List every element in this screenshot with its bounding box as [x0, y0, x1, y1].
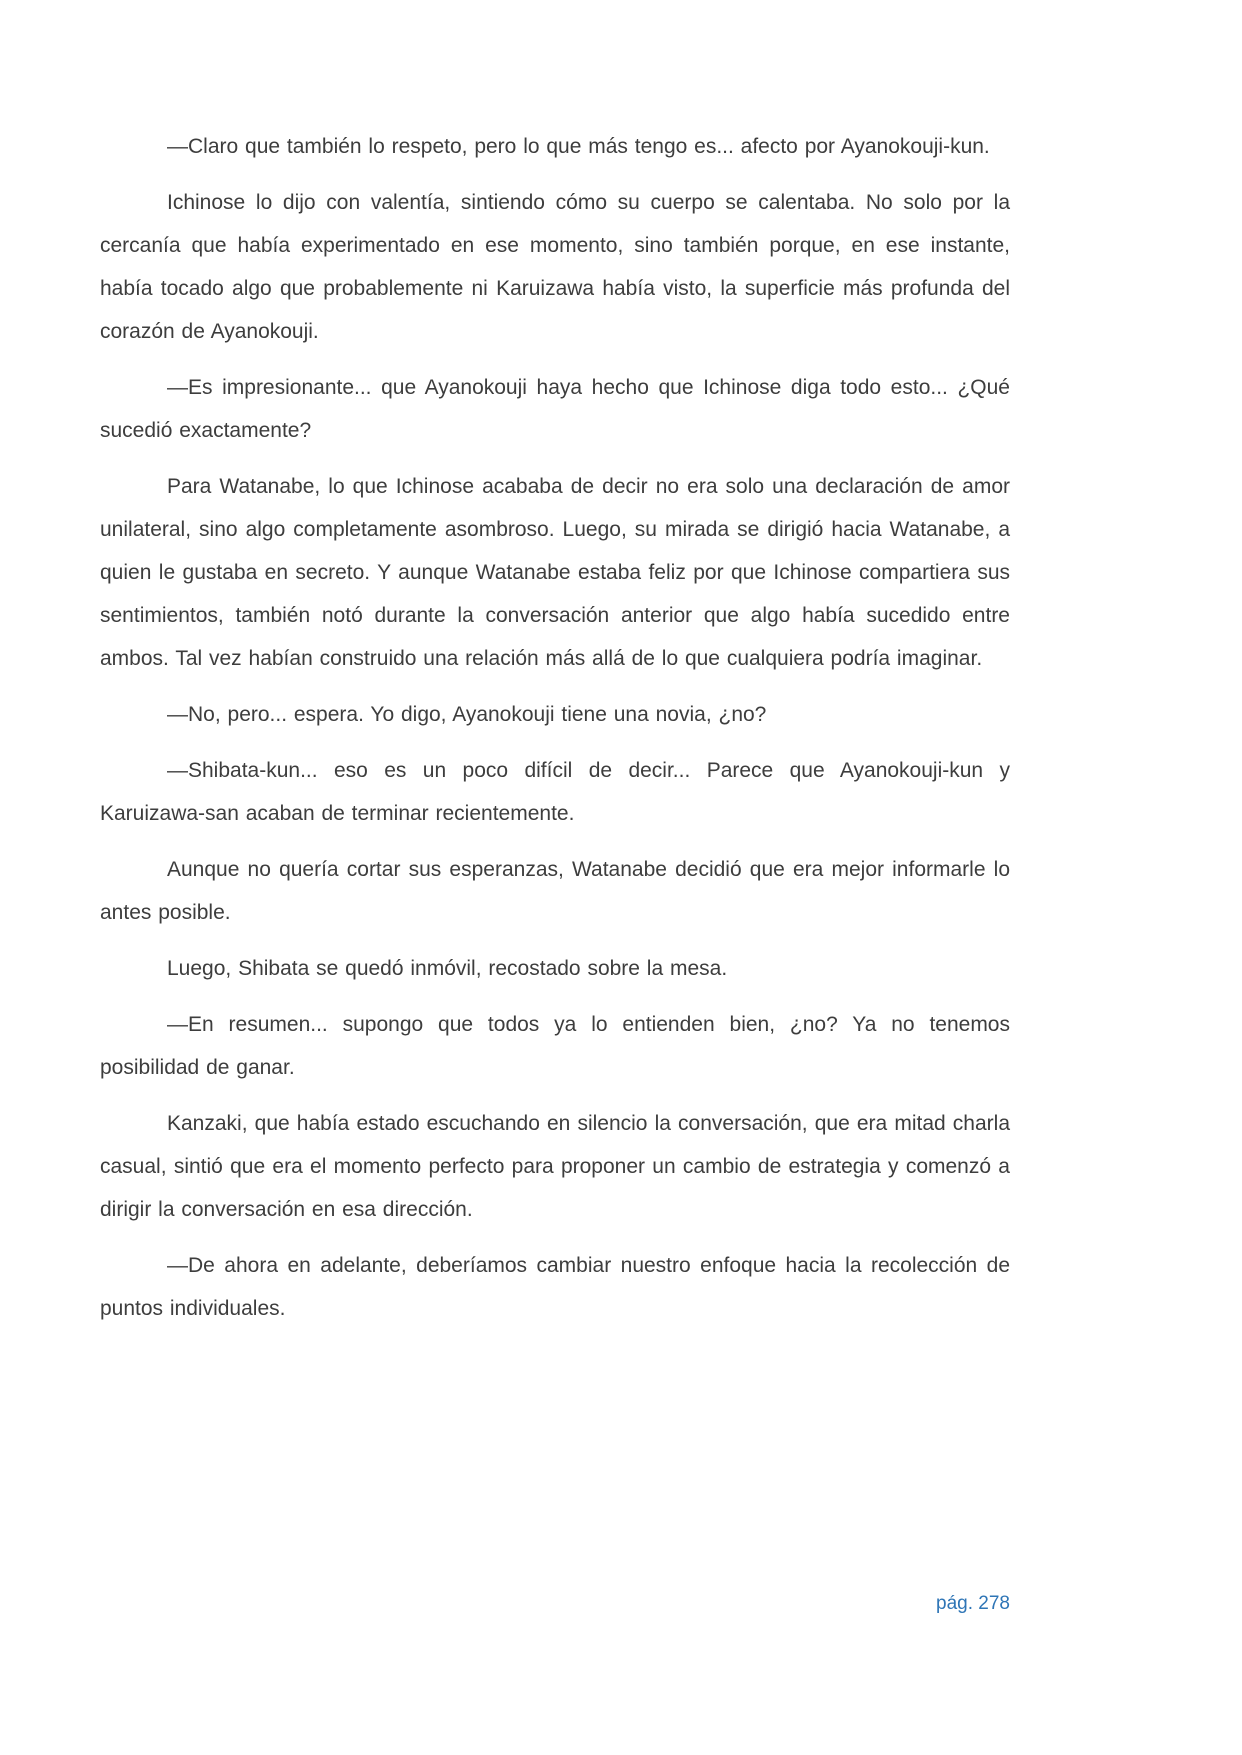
- page-content: [100, 125, 1010, 1343]
- paragraph: Para Watanabe, lo que Ichinose acababa de decir no era solo una declaración de amor unilateral, sino algo completamente asombroso. Luego, su mirada se dirigió hacia Watanabe, a quien le gustaba en secreto. Y aunque Watanabe estaba feliz por que Ichinose compartiera sus sentimientos, también notó durante la conversación anterior que algo había sucedido entre ambos. Tal vez habían construido una relación más allá de lo que cualquiera podría imaginar.: [100, 475, 1010, 670]
- paragraph: Luego, Shibata se quedó inmóvil, recostado sobre la mesa.: [167, 957, 728, 980]
- page-number: pág. 278: [936, 1593, 1010, 1614]
- paragraph: —No, pero... espera. Yo digo, Ayanokouji tiene una novia, ¿no?: [167, 703, 767, 726]
- paragraph: —De ahora en adelante, deberíamos cambiar nuestro enfoque hacia la recolección de puntos individuales.: [100, 1254, 1010, 1320]
- paragraph: Ichinose lo dijo con valentía, sintiendo cómo su cuerpo se calentaba. No solo por la cercanía que había experimentado en ese momento, sino también porque, en ese instante, había tocado algo que probablemente ni Karuizawa había visto, la superficie más profunda del corazón de Ayanokouji.: [100, 191, 1010, 343]
- paragraph: Kanzaki, que había estado escuchando en silencio la conversación, que era mitad charla casual, sintió que era el momento perfecto para proponer un cambio de estrategia y comenzó a dirigir la conversación en esa dirección.: [100, 1112, 1010, 1221]
- paragraph: —Claro que también lo respeto, pero lo que más tengo es... afecto por Ayanokouji-kun.: [167, 135, 990, 158]
- paragraph: —En resumen... supongo que todos ya lo entienden bien, ¿no? Ya no tenemos posibilidad de ganar.: [100, 1013, 1010, 1079]
- paragraph: —Shibata-kun... eso es un poco difícil de decir... Parece que Ayanokouji-kun y Karuizawa-san acaban de terminar recientemente.: [100, 759, 1010, 825]
- paragraph: —Es impresionante... que Ayanokouji haya hecho que Ichinose diga todo esto... ¿Qué sucedió exactamente?: [100, 376, 1010, 442]
- paragraph: Aunque no quería cortar sus esperanzas, Watanabe decidió que era mejor informarle lo antes posible.: [100, 858, 1010, 924]
